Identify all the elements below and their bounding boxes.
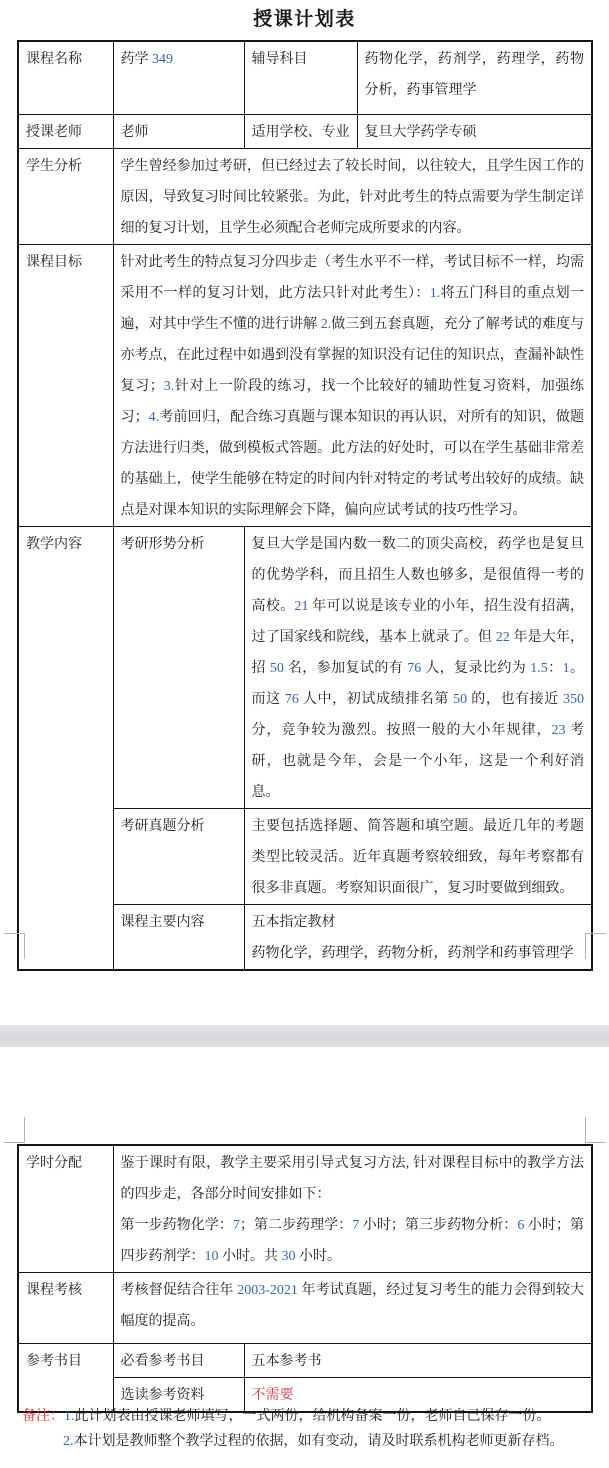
exam-situation-label: 考研形势分析: [113, 526, 244, 808]
subjects-label: 辅导科目: [244, 41, 357, 114]
table-row: [18, 114, 592, 148]
course-plan-table-page2: [17, 1144, 593, 1413]
exam-situation-value: 复旦大学是国内数一数二的顶尖高校，药学也是复旦的优势学科，而且招生人数也够多，是很值得一考的高校。21 年可以说是该专业的小年，招生没有招满，过了国家线和院线，基本上就录了。但 22 年是大年，招 50 名，参加复试的有 76 人，复录比约为 1.5：1。而这 76 人中，初试成绩排名第 50 的，也有接近 350 分，竞争较为激烈。按照一般的大小年规律，23 考研，也就是今年，会是一个小年，这是一个利好消息。: [244, 526, 592, 808]
table-row: [18, 1344, 592, 1378]
remarks-item1: 1.此计划表由授课老师填写，一式两份，给机构备案一份，老师自己保存一份。: [64, 1409, 551, 1424]
remarks-line1: [22, 1404, 588, 1429]
subjects-value: 药物化学，药剂学，药理学，药物分析，药事管理学: [357, 41, 592, 114]
student-analysis-label: 学生分析: [18, 148, 113, 244]
table-row: [18, 244, 592, 526]
course-plan-table-page1: [17, 40, 593, 971]
optional-read-value: 不需要: [244, 1378, 592, 1413]
teacher-label: 授课老师: [18, 114, 113, 148]
hours-label: 学时分配: [18, 1145, 113, 1273]
assessment-label: 课程考核: [18, 1273, 113, 1344]
main-content-line1: 五本指定教材: [251, 914, 336, 930]
real-questions-label: 考研真题分析: [113, 808, 244, 904]
school-value: 复旦大学药学专硕: [357, 114, 592, 148]
page-title: 授课计划表: [253, 9, 356, 30]
remarks-block: [22, 1404, 588, 1454]
hours-para1: 鉴于课时有限，教学主要采用引导式复习方法, 针对课程目标中的教学方法的四步走，各部分时间安排如下：: [120, 1156, 584, 1202]
course-name-label: 课程名称: [18, 41, 113, 114]
page-break-separator: [0, 1025, 609, 1047]
page-margin-mark: [585, 933, 606, 959]
must-read-label: 必看参考书目: [113, 1344, 244, 1378]
page-margin-mark: [4, 1117, 25, 1143]
real-questions-value: 主要包括选择题、简答题和填空题。最近几年的考题类型比较灵活。近年真题考察较细致，每年考察都有很多非真题。考察知识面很广，复习时要做到细致。: [244, 808, 592, 904]
course-goal-label: 课程目标: [18, 244, 113, 526]
table-row: [18, 41, 592, 114]
table-row: [18, 526, 592, 808]
course-goal-value: 针对此考生的特点复习分四步走（考生水平不一样，考试目标不一样，均需采用不一样的复习计划，此方法只针对此考生）：1.将五门科目的重点划一遍，对其中学生不懂的进行讲解 2.做三到五套真题，充分了解考试的难度与亦考点，在此过程中如遇到没有掌握的知识没有记住的知识点，查漏补缺性复习；3.针对上一阶段的练习，找一个比较好的辅助性复习资料，加强练习；4.考前回归，配合练习真题与课本知识的再认识，对所有的知识，做题方法进行归类，做到模板式答题。此方法的好处时，可以在学生基础非常差的基础上，使学生能够在特定的时间内针对特定的考试考出较好的成绩。缺点是对课本知识的实际理解会下降，偏向应试考试的技巧性学习。: [113, 244, 592, 526]
page-margin-mark: [4, 933, 25, 959]
references-label: 参考书目: [18, 1344, 113, 1413]
teaching-content-label: 教学内容: [18, 526, 113, 970]
page-margin-mark: [585, 1117, 606, 1143]
teacher-value: 老师: [113, 114, 244, 148]
hours-value: [113, 1145, 592, 1273]
remarks-item2: 2.本计划是教师整个教学过程的依据，如有变动，请及时联系机构老师更新存档。: [63, 1434, 564, 1449]
main-content-line2: 药物化学，药理学，药物分析，药剂学和药事管理学: [251, 945, 574, 961]
hours-para2: 第一步药物化学：7；第二步药理学：7 小时；第三步药物分析：6 小时；第四步药剂学：10 小时。共 30 小时。: [120, 1218, 584, 1264]
assessment-value: 考核督促结合往年 2003-2021 年考试真题，经过复习考生的能力会得到较大幅度的提高。: [113, 1273, 592, 1344]
main-content-label: 课程主要内容: [113, 904, 244, 970]
school-label: 适用学校、专业: [244, 114, 357, 148]
table-row: [18, 1145, 592, 1273]
student-analysis-value: 学生曾经参加过考研，但已经过去了较长时间，以往较大，且学生因工作的原因，导致复习时间比较紧张。为此，针对此考生的特点需要为学生制定详细的复习计划，且学生必须配合老师完成所要求的内容。: [113, 148, 592, 244]
table-row: [18, 148, 592, 244]
remarks-label: 备注：: [22, 1409, 64, 1424]
table-row: [18, 1273, 592, 1344]
must-read-value: 五本参考书: [244, 1344, 592, 1378]
optional-read-label: 选读参考资料: [113, 1378, 244, 1413]
main-content-value: [244, 904, 592, 970]
course-name-value: 药学 349: [113, 41, 244, 114]
